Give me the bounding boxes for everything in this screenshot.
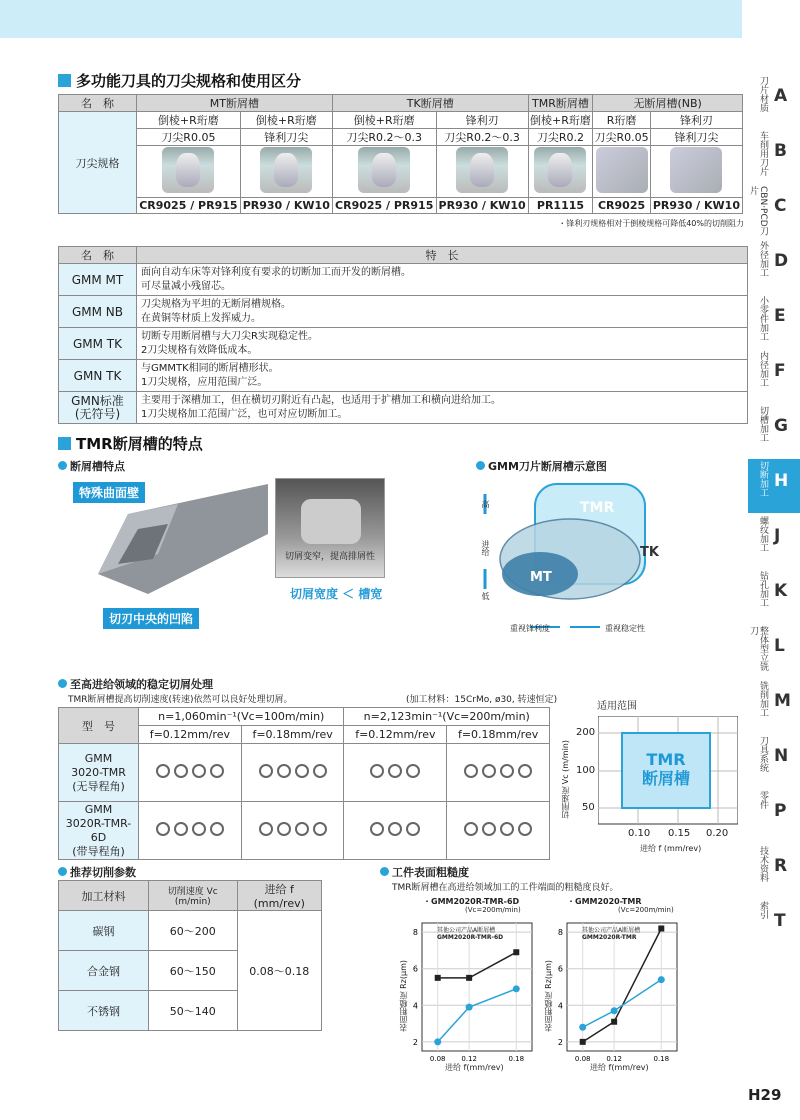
- tip-radius-cell: 刀尖R0.05: [137, 129, 241, 146]
- speed-cell: 50～140: [149, 991, 238, 1031]
- feed-header: f=0.12mm/rev: [344, 726, 447, 744]
- data-point: [435, 975, 441, 981]
- hone-cell: R珩磨: [593, 112, 651, 129]
- scope-xtick: 0.20: [706, 828, 729, 839]
- callout-center-recess: 切刃中央的凹陷: [103, 608, 199, 629]
- stable-chip-desc: TMR断屑槽提高切削速度(转速)依然可以良好处理切屑。: [68, 695, 293, 705]
- chip-width-text: 切屑宽度 ＜ 槽宽: [290, 587, 383, 601]
- scope-xtick: 0.15: [668, 828, 691, 839]
- diagram-tk: TK: [640, 545, 659, 560]
- data-point: [434, 1038, 441, 1045]
- model-name: GMN TK: [59, 360, 137, 392]
- nav-tab-letter: R: [774, 856, 788, 876]
- nav-tab-label: 内径加工: [758, 351, 768, 387]
- chart1-vc: (Vc=200m/min): [465, 906, 521, 914]
- feed-header: 进给 f (mm/rev): [237, 881, 321, 911]
- speed-header-1: n=1,060min⁻¹(Vc=100m/min): [139, 708, 344, 726]
- photo-caption: 切屑变窄，提高排屑性: [284, 552, 375, 562]
- feature-line: 面向自动车床等对锋利度有要求的切断加工而开发的断屑槽。: [141, 266, 411, 278]
- nav-tab-label: 钻孔加工: [758, 571, 768, 607]
- data-point: [658, 976, 665, 983]
- y-tick-label: 8: [412, 928, 418, 938]
- feature-table: [58, 246, 748, 424]
- speed-header-2: n=2,123min⁻¹(Vc=200m/min): [344, 708, 550, 726]
- nav-tab-r[interactable]: [748, 844, 800, 898]
- nav-tab-l[interactable]: [748, 624, 800, 678]
- data-point: [611, 1007, 618, 1014]
- tip-spec-table: [58, 94, 743, 214]
- top-banner: [0, 0, 742, 38]
- nav-tab-letter: N: [774, 746, 789, 766]
- section1-title: 多功能刀具的刀尖规格和使用区分: [58, 70, 301, 91]
- feature-line: 在黄铜等材质上发挥威力。: [141, 312, 261, 324]
- data-point: [513, 949, 519, 955]
- name-header: 名 称: [59, 247, 137, 264]
- grade-cell: PR1115: [528, 198, 593, 214]
- scope-title: 适用范围: [597, 701, 637, 712]
- grade-cell: CR9025: [593, 198, 651, 214]
- feature-header: 特 长: [137, 247, 748, 264]
- feature-line: 1刀尖规格，应用范围广泛。: [141, 376, 268, 388]
- speed-cell: 60～150: [149, 951, 238, 991]
- model-name: GMM TK: [59, 328, 137, 360]
- nav-tab-g[interactable]: [748, 404, 800, 458]
- chip-photo-cell: [344, 802, 447, 860]
- roughness-sub: 工件表面粗糙度: [380, 864, 469, 880]
- nav-tab-j[interactable]: [748, 514, 800, 568]
- scope-box-label: TMR 断屑槽: [641, 750, 690, 788]
- feature-line: 主要用于深槽加工，但在横切刃附近有凸起，也适用于扩槽加工和横向进给加工。: [141, 394, 501, 406]
- tip-radius-cell: 锋利刀尖: [240, 129, 332, 146]
- tip-radius-cell: 刀尖R0.2: [528, 129, 593, 146]
- model-line: GMM: [84, 751, 113, 765]
- tip-image: [240, 146, 332, 198]
- tip-radius-cell: 刀尖R0.2～0.3: [436, 129, 528, 146]
- grade-cell: PR930 / KW10: [240, 198, 332, 214]
- scope-xtick: 0.10: [628, 828, 651, 839]
- scope-ytick: 100: [576, 765, 596, 776]
- stable-chip-sub: 至高进给领域的稳定切屑处理: [58, 676, 213, 692]
- chart2-ylabel: 表面粗糙度 Rz(μm): [544, 960, 553, 1032]
- chart2-legend: 其他公司产品A断屑槽 GMM2020R-TMR: [582, 927, 641, 941]
- breaker-diagram-sub: GMM刀片断屑槽示意图: [476, 458, 607, 474]
- axis-low: 低: [481, 592, 490, 600]
- nav-tab-label: 零件: [758, 791, 768, 809]
- x-tick-label: 0.08: [429, 1055, 446, 1063]
- nav-tab-letter: L: [774, 636, 785, 656]
- group-tmr: TMR断屑槽: [528, 95, 593, 112]
- nav-tab-label: 技术资料: [758, 846, 768, 882]
- x-tick-label: 0.08: [574, 1055, 591, 1063]
- tip-image: [436, 146, 528, 198]
- nav-tab-letter: A: [774, 86, 788, 106]
- chip-photo-cell: [139, 802, 242, 860]
- nav-tab-letter: J: [774, 526, 781, 546]
- grade-cell: PR930 / KW10: [650, 198, 742, 214]
- grade-cell: CR9025 / PR915: [332, 198, 436, 214]
- chip-photo-cell: [241, 744, 344, 802]
- chip-photo-cell: [241, 802, 344, 860]
- nav-tab-m[interactable]: [748, 679, 800, 733]
- model-line: (无导程角): [72, 779, 125, 793]
- params-table: [58, 880, 322, 1031]
- feature-line: 与GMMTK相同的断屑槽形状。: [141, 362, 279, 374]
- nav-tab-label: 切槽加工: [758, 406, 768, 442]
- x-tick-label: 0.18: [653, 1055, 670, 1063]
- chipbreaker-features-sub: 断屑槽特点: [58, 458, 125, 474]
- nav-tab-letter: T: [774, 911, 786, 931]
- chart1-title: ・GMM2020R-TMR-6D: [423, 897, 520, 906]
- roughness-desc: TMR断屑槽在高进给领域加工的工件端面的粗糙度良好。: [392, 883, 619, 893]
- data-point: [580, 1039, 586, 1045]
- chart1-xlabel: 进给 f(mm/rev): [445, 1063, 504, 1072]
- y-tick-label: 8: [557, 928, 563, 938]
- hone-cell: 锋利刃: [650, 112, 742, 129]
- callout-curved-wall: 特殊曲面壁: [73, 482, 145, 503]
- chip-photo-cell: [344, 744, 447, 802]
- scope-ytick: 50: [582, 802, 595, 813]
- y-tick-label: 4: [557, 1001, 563, 1011]
- feature-line: 1刀尖规格加工范围广泛，也可对应切断加工。: [141, 408, 348, 420]
- tip-image: [528, 146, 593, 198]
- hone-cell: 倒棱+R珩磨: [240, 112, 332, 129]
- nav-tab-letter: H: [774, 471, 789, 491]
- tip-radius-cell: 刀尖R0.2～0.3: [332, 129, 436, 146]
- model-name: GMN标准: [71, 393, 124, 408]
- nav-tab-label: 车削用刀片: [758, 131, 768, 176]
- tip-image: [137, 146, 241, 198]
- nav-tab-t[interactable]: [748, 899, 800, 953]
- page-number: H29: [748, 1086, 782, 1104]
- feed-header: f=0.18mm/rev: [241, 726, 344, 744]
- axis-feed: 进给: [481, 540, 490, 556]
- nav-tab-letter: M: [774, 691, 791, 711]
- data-point: [466, 975, 472, 981]
- feed-header: f=0.12mm/rev: [139, 726, 242, 744]
- data-point: [579, 1024, 586, 1031]
- model-name: GMM MT: [59, 264, 137, 296]
- nav-tab-a[interactable]: [748, 74, 800, 128]
- chart2-xlabel: 进给 f(mm/rev): [590, 1063, 649, 1072]
- y-tick-label: 2: [412, 1037, 418, 1047]
- chip-photo: [275, 478, 385, 578]
- chart1-ylabel: 表面粗糙度 Rz(μm): [399, 960, 408, 1032]
- nav-tab-p[interactable]: [748, 789, 800, 843]
- nav-tab-letter: F: [774, 361, 786, 381]
- group-mt: MT断屑槽: [137, 95, 333, 112]
- nav-tab-label: 切断加工: [758, 461, 768, 497]
- model-line: 3020-TMR: [71, 765, 126, 779]
- chart1-legend: 其他公司产品A断屑槽 GMM2020R-TMR-6D: [437, 927, 504, 941]
- scope-ytick: 200: [576, 727, 596, 738]
- x-tick-label: 0.12: [461, 1055, 477, 1063]
- feature-line: 刀尖规格为平坦的无断屑槽规格。: [141, 298, 291, 310]
- nav-tab-label: 索引: [758, 901, 768, 919]
- nav-tab-c[interactable]: [748, 184, 800, 238]
- nav-tab-label: 整体型立铣刀: [748, 626, 768, 671]
- nav-tab-f[interactable]: [748, 349, 800, 403]
- nav-tab-label: 外径加工: [758, 241, 768, 277]
- spec-label: 刀尖规格: [59, 112, 137, 214]
- nav-tab-letter: D: [774, 251, 789, 271]
- axis-high: 高: [481, 500, 490, 508]
- nav-tab-d[interactable]: [748, 239, 800, 293]
- grade-cell: CR9025 / PR915: [137, 198, 241, 214]
- feature-line: 可尽量减小残留芯。: [141, 280, 231, 292]
- group-nb: 无断屑槽(NB): [593, 95, 743, 112]
- nav-tab-letter: K: [774, 581, 788, 601]
- model-line: GMM: [84, 802, 113, 816]
- diagram-tmr: TMR: [580, 500, 615, 516]
- model-header: 型 号: [59, 708, 139, 744]
- nav-tab-letter: C: [774, 196, 787, 216]
- chart2-vc: (Vc=200m/min): [618, 906, 674, 914]
- nav-tab-b[interactable]: [748, 129, 800, 183]
- y-tick-label: 4: [412, 1001, 418, 1011]
- data-point: [466, 1004, 473, 1011]
- data-point: [611, 1019, 617, 1025]
- hone-cell: 锋利刃: [436, 112, 528, 129]
- nav-tab-letter: G: [774, 416, 788, 436]
- data-point: [658, 925, 664, 931]
- section3-title: TMR断屑槽的特点: [58, 433, 203, 454]
- data-point: [513, 985, 520, 992]
- x-tick-label: 0.12: [606, 1055, 622, 1063]
- hone-cell: 倒棱+R珩磨: [137, 112, 241, 129]
- nav-tab-label: 刀具系统: [758, 736, 768, 772]
- nav-tab-e[interactable]: [748, 294, 800, 348]
- nav-tab-k[interactable]: [748, 569, 800, 623]
- grade-cell: PR930 / KW10: [436, 198, 528, 214]
- group-tk: TK断屑槽: [332, 95, 528, 112]
- y-tick-label: 6: [412, 964, 418, 974]
- note: ・锋利刃规格相对于倒棱规格可降低40%的切削阻力: [558, 219, 744, 228]
- material-cell: 碳钢: [59, 911, 149, 951]
- material-header: 加工材料: [59, 881, 149, 911]
- material-cell: 不锈钢: [59, 991, 149, 1031]
- material-cell: 合金钢: [59, 951, 149, 991]
- nav-tab-label: 铣削加工: [758, 681, 768, 717]
- tip-image: [650, 146, 742, 198]
- tip-radius-cell: 锋利刀尖: [650, 129, 742, 146]
- name-header: 名 称: [59, 95, 137, 112]
- chip-photo-cell: [447, 802, 550, 860]
- feed-header: f=0.18mm/rev: [447, 726, 550, 744]
- breaker-diagram: [470, 474, 660, 644]
- y-tick-label: 2: [557, 1037, 563, 1047]
- chip-control-table: [58, 707, 550, 860]
- speed-header: 切削速度 Vc (m/min): [149, 881, 238, 911]
- speed-cell: 60～200: [149, 911, 238, 951]
- nav-tab-label: 小零件加工: [758, 296, 768, 341]
- axis-stability: 重视稳定性: [605, 624, 645, 633]
- feature-line: 2刀尖规格有效降低成本。: [141, 344, 258, 356]
- plot-frame: [567, 923, 677, 1051]
- chip-photo-cell: [139, 744, 242, 802]
- chip-photo-cell: [447, 744, 550, 802]
- axis-sharpness: 重视锋利度: [510, 624, 550, 633]
- model-line: (带导程角): [72, 844, 125, 858]
- nav-tab-label: 刀片材质: [758, 76, 768, 112]
- material-note: (加工材料：15CrMo, ø30, 转速恒定): [406, 695, 558, 705]
- feature-line: 切断专用断屑槽与大刀尖R实现稳定性。: [141, 330, 318, 342]
- hone-cell: 倒棱+R珩磨: [332, 112, 436, 129]
- recommended-params-sub: 推荐切削参数: [58, 864, 136, 880]
- scope-xlabel: 进给 f (mm/rev): [640, 844, 702, 853]
- x-tick-label: 0.18: [508, 1055, 525, 1063]
- feed-cell: 0.08～0.18: [237, 911, 321, 1031]
- nav-tab-label: CBN·PCD刀片: [748, 186, 768, 236]
- nav-tab-h[interactable]: [748, 459, 800, 513]
- model-name-sub: (无符号): [74, 406, 121, 421]
- y-tick-label: 6: [557, 964, 563, 974]
- nav-tab-letter: E: [774, 306, 786, 326]
- scope-ylabel: 切削速度 Vc (m/min): [561, 740, 570, 819]
- tip-radius-cell: 刀尖R0.05: [593, 129, 651, 146]
- tip-image: [593, 146, 651, 198]
- nav-tab-n[interactable]: [748, 734, 800, 788]
- hone-cell: 倒棱+R珩磨: [528, 112, 593, 129]
- model-line: 3020R-TMR-6D: [65, 816, 132, 844]
- nav-tab-label: 螺纹加工: [758, 516, 768, 552]
- nav-tab-letter: B: [774, 141, 787, 161]
- model-name: GMM NB: [59, 296, 137, 328]
- diagram-mt: MT: [530, 570, 552, 585]
- chart2-title: ・GMM2020-TMR: [567, 897, 642, 906]
- nav-tab-letter: P: [774, 801, 787, 821]
- tip-image: [332, 146, 436, 198]
